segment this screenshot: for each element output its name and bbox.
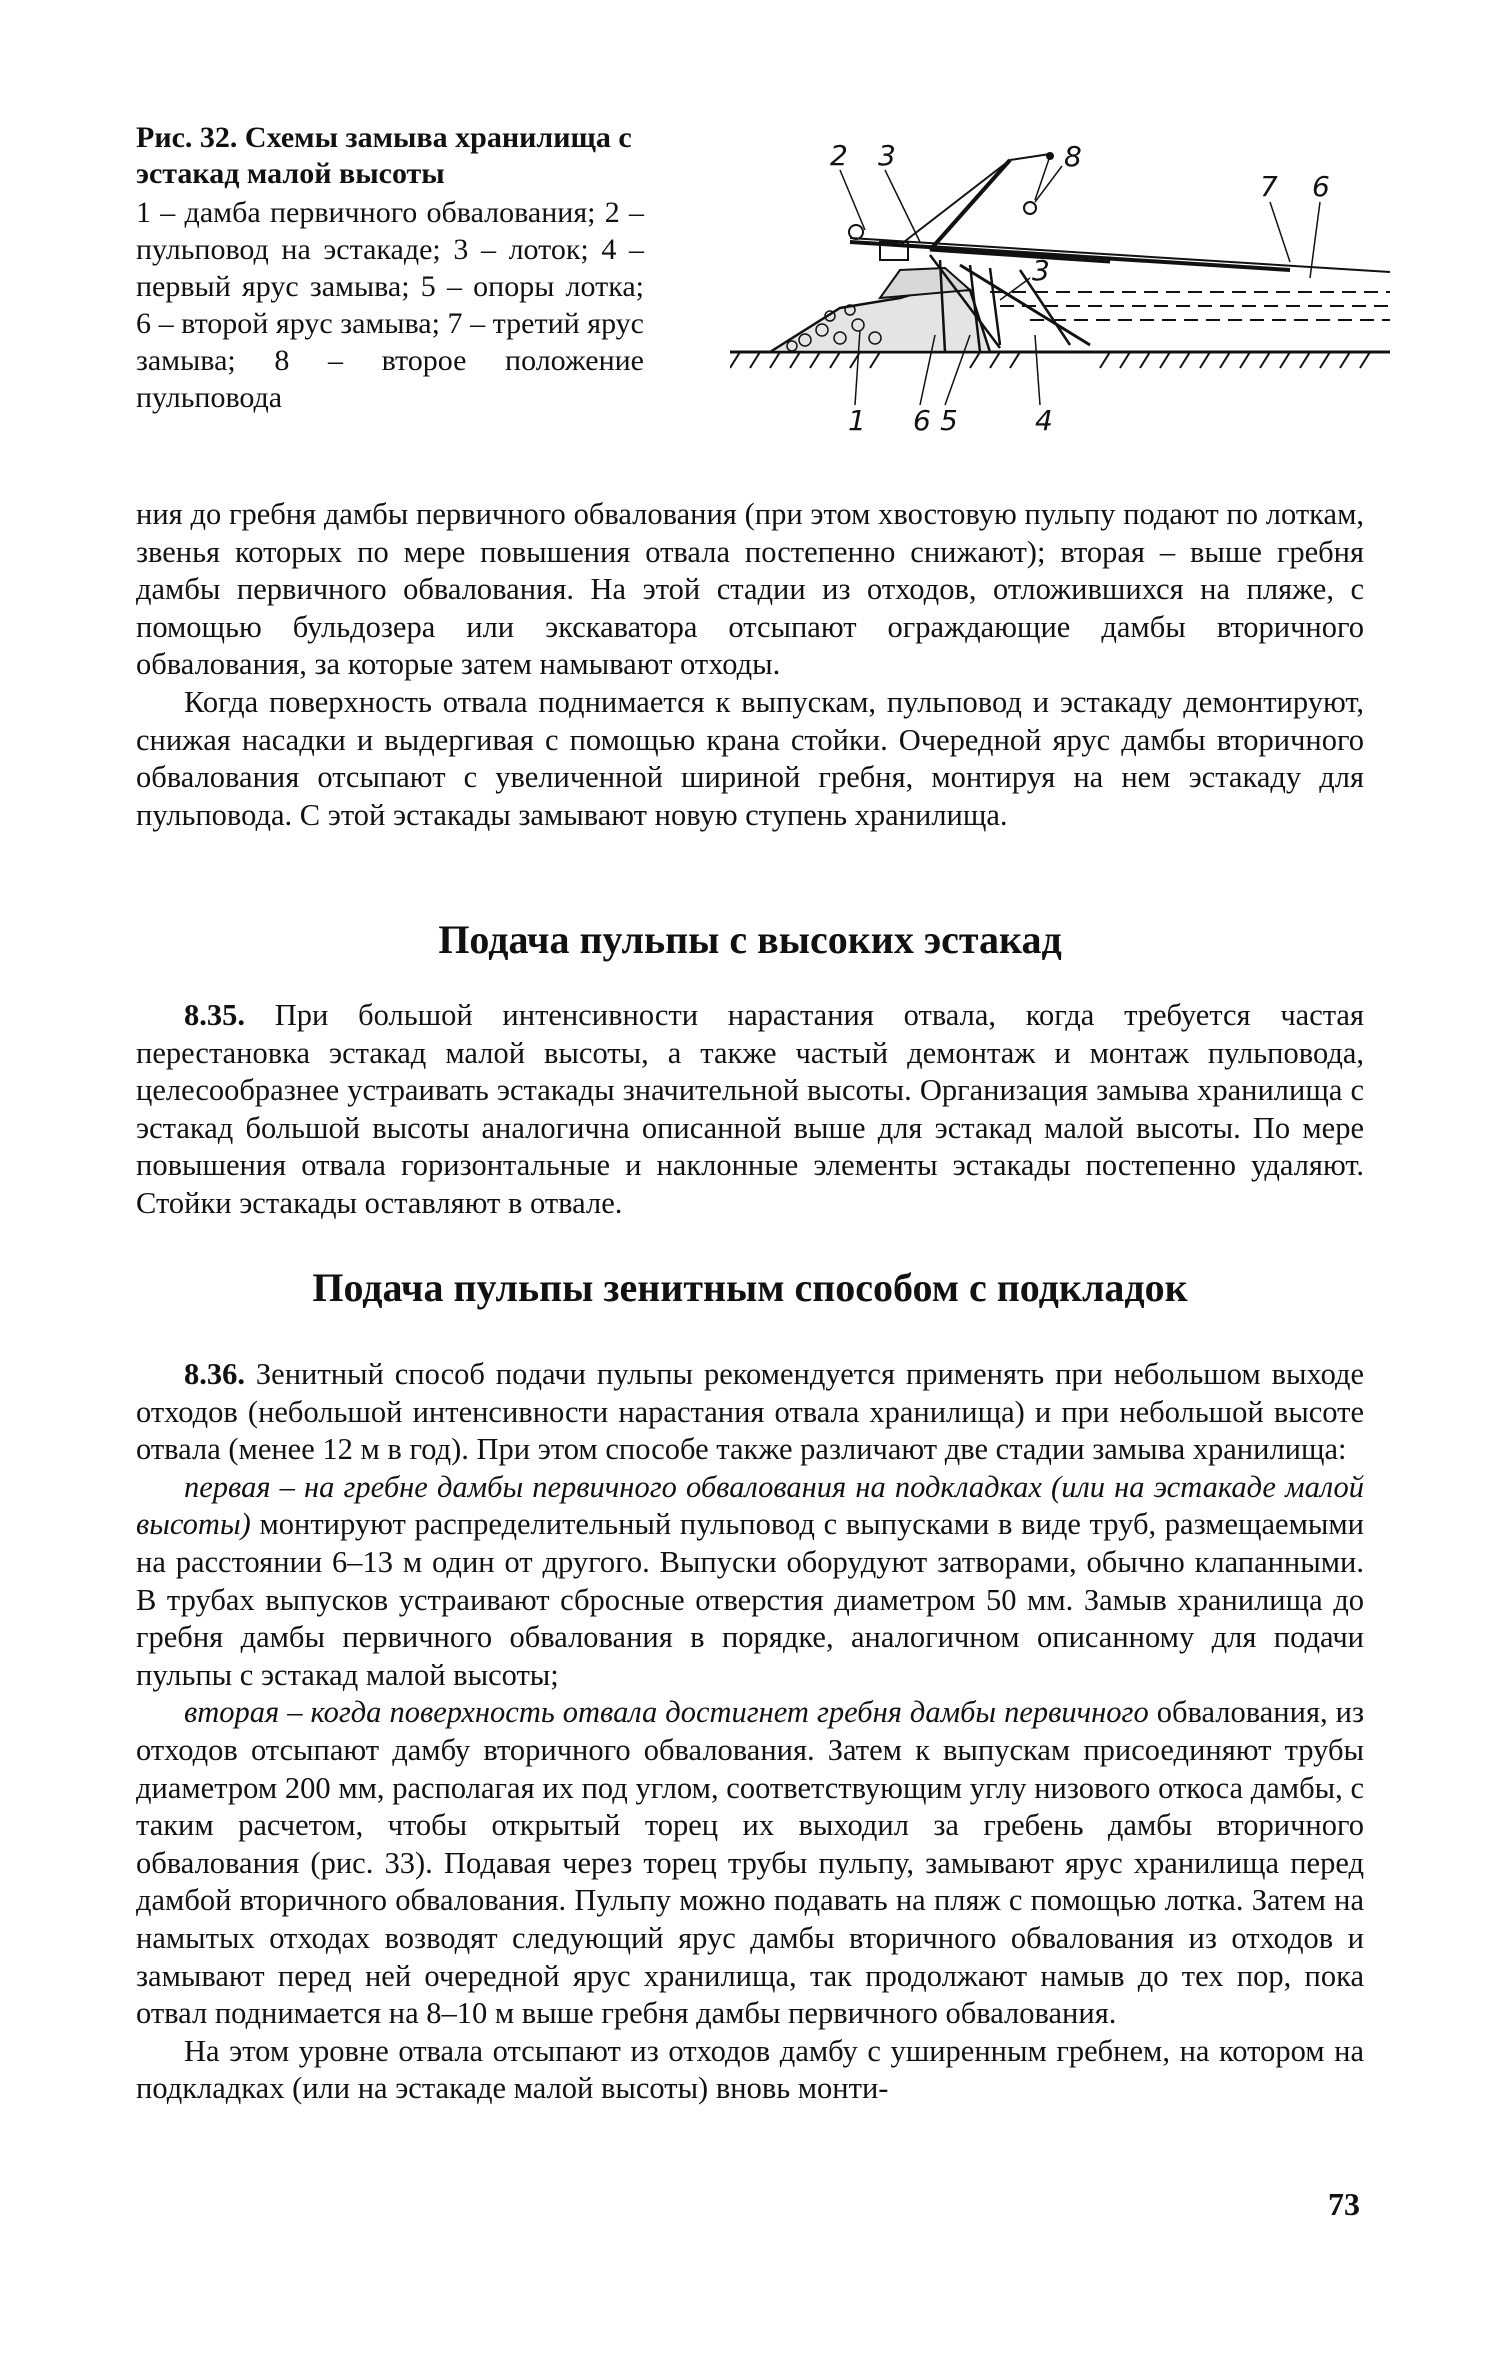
stage-text: монтируют распределительный пульповод с выпусками в виде труб, размещаемыми на расстоянии 6–13 м один от другого. Выпуски оборудуют затворами, обычно клапанными. В трубах выпусков устраивают сбросные отверстия диаметром 50 мм. Замыв хранилища до гребня дамбы первичного обвалования в порядке, аналогичном описанному для подачи пульпы с эстакад малой высоты; <box>136 1507 1364 1692</box>
section2-text <box>136 1356 1364 2108</box>
paragraph-8-35 <box>136 997 1364 1223</box>
paragraph-last: На этом уровне отвала отсыпают из отходов дамбу с уширенным гребнем, на котором на подкладках (или на эстакаде малой высоты) вновь монти- <box>136 2033 1364 2106</box>
clause-text: Зенитный способ подачи пульпы рекомендуется применять при небольшом выходе отходов (небольшой интенсивности нарастания отвала хранилища) и при небольшой высоте отвала (менее 12 м в год). При этом способе также различают две стадии замыва хранилища: <box>136 1357 1365 1467</box>
figure-legend <box>136 194 644 416</box>
paragraph-8-36 <box>136 1356 1364 1469</box>
clause-text: При большой интенсивности нарастания отвала, когда требуется частая перестановка эстакад малой высоты, а также частый демонтаж и монтаж пульповода, целесообразнее устраивать эстакады значительной высоты. Организация замыва хранилища с эстакад большой высоты аналогична описанной выше для эстакад малой высоты. По мере повышения отвала горизонтальные и наклонные элементы эстакады постепенно удаляют. Стойки эстакады оставляют в отвале. <box>136 998 1364 1220</box>
figure-caption-title: Рис. 32. Схемы замыва хранилища с эстакад малой высоты <box>136 121 632 190</box>
figure-label-2: 2 <box>830 139 848 172</box>
figure-label-6: 6 <box>913 404 931 437</box>
figure-label-3-lower: 3 <box>1032 254 1050 287</box>
stage-emphasis: – когда поверхность отвала достигнет гребня дамбы первичного <box>279 1695 1149 1730</box>
figure-label-1: 1 <box>848 404 866 437</box>
page-number: 73 <box>1328 2186 1360 2222</box>
figure-diagram <box>730 130 1390 450</box>
section-heading-zenith-method: Подача пульпы зенитным способом с подкладок <box>312 1265 1188 1310</box>
section-heading-high-trestles: Подача пульпы с высоких эстакад <box>438 917 1062 962</box>
top-text <box>136 496 1364 834</box>
figure-label-7: 7 <box>1260 170 1278 203</box>
paragraph-first-stage <box>136 1469 1364 1695</box>
stage-word: первая <box>184 1469 271 1504</box>
stage-text: обвалования, из отходов отсыпают дамбу вторичного обвалования. Затем к выпускам присоединяют трубы диаметром 200 мм, располагая их под углом, соответствующим углу низового откоса дамбы, с таким расчетом, чтобы открытый торец их выходил за гребень дамбы вторичного обвалования (рис. 33). Подавая через торец трубы пульпу, замывают ярус хранилища перед дамбой вторичного обвалования. Пульпу можно подавать на пляж с помощью лотка. Затем на намытых отходах возводят следующий ярус дамбы вторичного обвалования из отходов и замывают перед ней очередной ярус хранилища, так продолжают намыв до тех пор, пока отвал поднимается на 8–10 м выше гребня дамбы первичного обвалования. <box>136 1695 1364 2031</box>
figure-label-6-top: 6 <box>1312 170 1330 203</box>
paragraph-continued: ния до гребня дамбы первичного обвалования (при этом хвостовую пульпу подают по лоткам, звенья которых по мере повышения отвала постепенно снижают); вторая – выше гребня дамбы первичного обвалования. На этой стадии из отходов, отложившихся на пляже, с помощью бульдозера или экскаватора отсыпают ограждающие дамбы вторичного обвалования, за которые затем намывают отходы. <box>136 497 1364 682</box>
figure-label-8: 8 <box>1064 140 1082 173</box>
figure-legend-text: 1 – дамба первичного обвалования; 2 – пульповод на эстакаде; 3 – лоток; 4 – первый ярус замыва; 5 – опоры лотка; 6 – второй ярус замыва; 7 – третий ярус замыва; 8 – второе положение пульповода <box>136 196 644 414</box>
paragraph-second-stage <box>136 1694 1364 2032</box>
section1-text <box>136 997 1364 1223</box>
figure-label-5: 5 <box>940 404 958 437</box>
figure-label-3: 3 <box>878 139 896 172</box>
figure-label-4: 4 <box>1035 404 1053 437</box>
paragraph: Когда поверхность отвала поднимается к выпускам, пульповод и эстакаду демонтируют, снижая насадки и выдергивая с помощью крана стойки. Очередной ярус дамбы вторичного обвалования отсыпают с увеличенной шириной гребня, монтируя на нем эстакаду для пульповода. С этой эстакады замывают новую ступень хранилища. <box>136 684 1364 832</box>
clause-number: 8.36. <box>184 1357 245 1391</box>
clause-number: 8.35. <box>184 998 245 1032</box>
stage-word: вторая <box>184 1695 280 1730</box>
stage-emphasis: – на гребне дамбы первичного обвалования на подкладках (или на эстакаде малой высоты) <box>136 1469 1364 1542</box>
